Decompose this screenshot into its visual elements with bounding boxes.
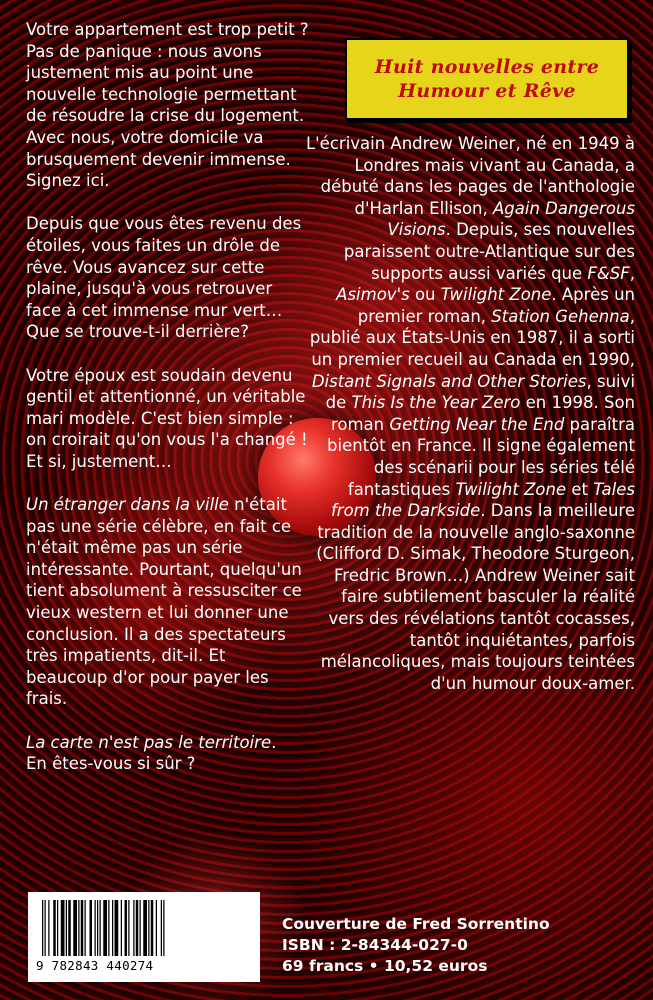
barcode: [28, 892, 260, 982]
barcode-bar: [95, 900, 96, 956]
credits: [282, 914, 550, 977]
blurb-2: Depuis que vous êtes revenu des étoiles, vous faites un drôle de rêve. Vous avancez sur cette plaine, jusqu'à vous retrouver face à cet immense mur vert… Que se trouve-t-il derrière?: [26, 214, 302, 342]
barcode-bar: [133, 900, 134, 956]
barcode-bar: [53, 900, 56, 956]
barcode-bar: [161, 900, 162, 956]
barcode-bars: [40, 900, 248, 960]
blurb-3: Votre époux est soudain devenu gentil et attentionné, un véritable mari modèle. C'est bien simple : on croirait qu'on vous l'a changé ! Et si, justement…: [26, 365, 308, 471]
story-title: Un étranger dans la ville: [26, 495, 229, 515]
barcode-bar: [151, 900, 154, 956]
barcode-bar: [143, 900, 147, 956]
barcode-bar: [125, 900, 128, 956]
barcode-bar: [140, 900, 141, 956]
blurb-1: Votre appartement est trop petit ? Pas de panique : nous avons justement mis au point une nouvelle technologie permettant de résoudre la crise du logement. Avec nous, votre domicile va brusquement devenir immense. Signez ici.: [26, 20, 309, 191]
barcode-bar: [97, 900, 98, 956]
tagline-line-1: Huit nouvelles entre: [374, 56, 600, 78]
collection-tagline: [345, 38, 629, 120]
barcode-bar: [73, 900, 77, 956]
author-bio-text: L'écrivain Andrew Weiner, né en 1949 à Londres mais vivant au Canada, a débuté dans les pages de l'anthologie d'Harlan Ellison, Again Dangerous Visions. Depuis, ses nouvelles paraissent outre-Atlantique sur des supports aussi variés que F&SF, Asimov's ou Twilight Zone. Après un premier roman, Station Gehenna, publié aux États-Unis en 1987, il a sorti un premier recueil au Canada en 1990, Distant Signals and Other Stories, suivi de This Is the Year Zero en 1998. Son roman Getting Near the End paraîtra bientôt en France. Il signe également des scénarii pour les séries télé fantastiques Twilight Zone et Tales from the Darkside. Dans la meilleure tradition de la nouvelle anglo-saxonne (Clifford D. Simak, Theodore Sturgeon, Fredric Brown…) Andrew Weiner sait faire subtilement basculer la réalité vers des révélations tantôt cocasses, tantôt inquiétantes, parfois mélancoliques, mais toujours teintées d'un humour doux-amer.: [305, 134, 635, 693]
barcode-bar: [61, 900, 65, 956]
barcode-bar: [85, 900, 86, 956]
blurb-4: Un étranger dans la ville n'était pas une série célèbre, en fait ce n'était même pas un série intéressante. Pourtant, quelqu'un tient absolument à ressusciter ce vieux western et lui donner une conclusion. Il a des spectateurs très impatients, dit-il. Et beaucoup d'or pour payer les frais.: [26, 495, 302, 709]
barcode-bar: [81, 900, 84, 956]
isbn: ISBN : 2-84344-027-0: [282, 936, 468, 954]
blurb-5: La carte n'est pas le territoire. En êtes-vous si sûr ?: [26, 732, 277, 774]
barcode-bar: [148, 900, 149, 956]
barcode-bar: [163, 900, 164, 956]
barcode-bar: [42, 900, 43, 956]
story-title: La carte n'est pas le territoire: [26, 732, 272, 752]
barcode-digits: 9 782843 440274: [36, 958, 154, 973]
barcode-bar: [115, 900, 119, 956]
barcode-bar: [78, 900, 79, 956]
barcode-bar: [68, 900, 71, 956]
barcode-bar: [90, 900, 93, 956]
left-blurbs: [26, 19, 311, 796]
barcode-bar: [66, 900, 67, 956]
barcode-bar: [57, 900, 58, 956]
author-bio: [305, 133, 635, 694]
tagline-line-2: Humour et Rêve: [398, 80, 576, 102]
barcode-bar: [136, 900, 139, 956]
barcode-bar: [121, 900, 122, 956]
barcode-bar: [108, 900, 109, 956]
barcode-bar: [48, 900, 49, 956]
barcode-bar: [45, 900, 46, 956]
cover-credit: Couverture de Fred Sorrentino: [282, 915, 550, 933]
price: 69 francs • 10,52 euros: [282, 957, 488, 975]
barcode-bar: [103, 900, 107, 956]
barcode-bar: [100, 900, 101, 956]
barcode-bar: [156, 900, 157, 956]
barcode-bar: [128, 900, 129, 956]
barcode-bar: [112, 900, 113, 956]
